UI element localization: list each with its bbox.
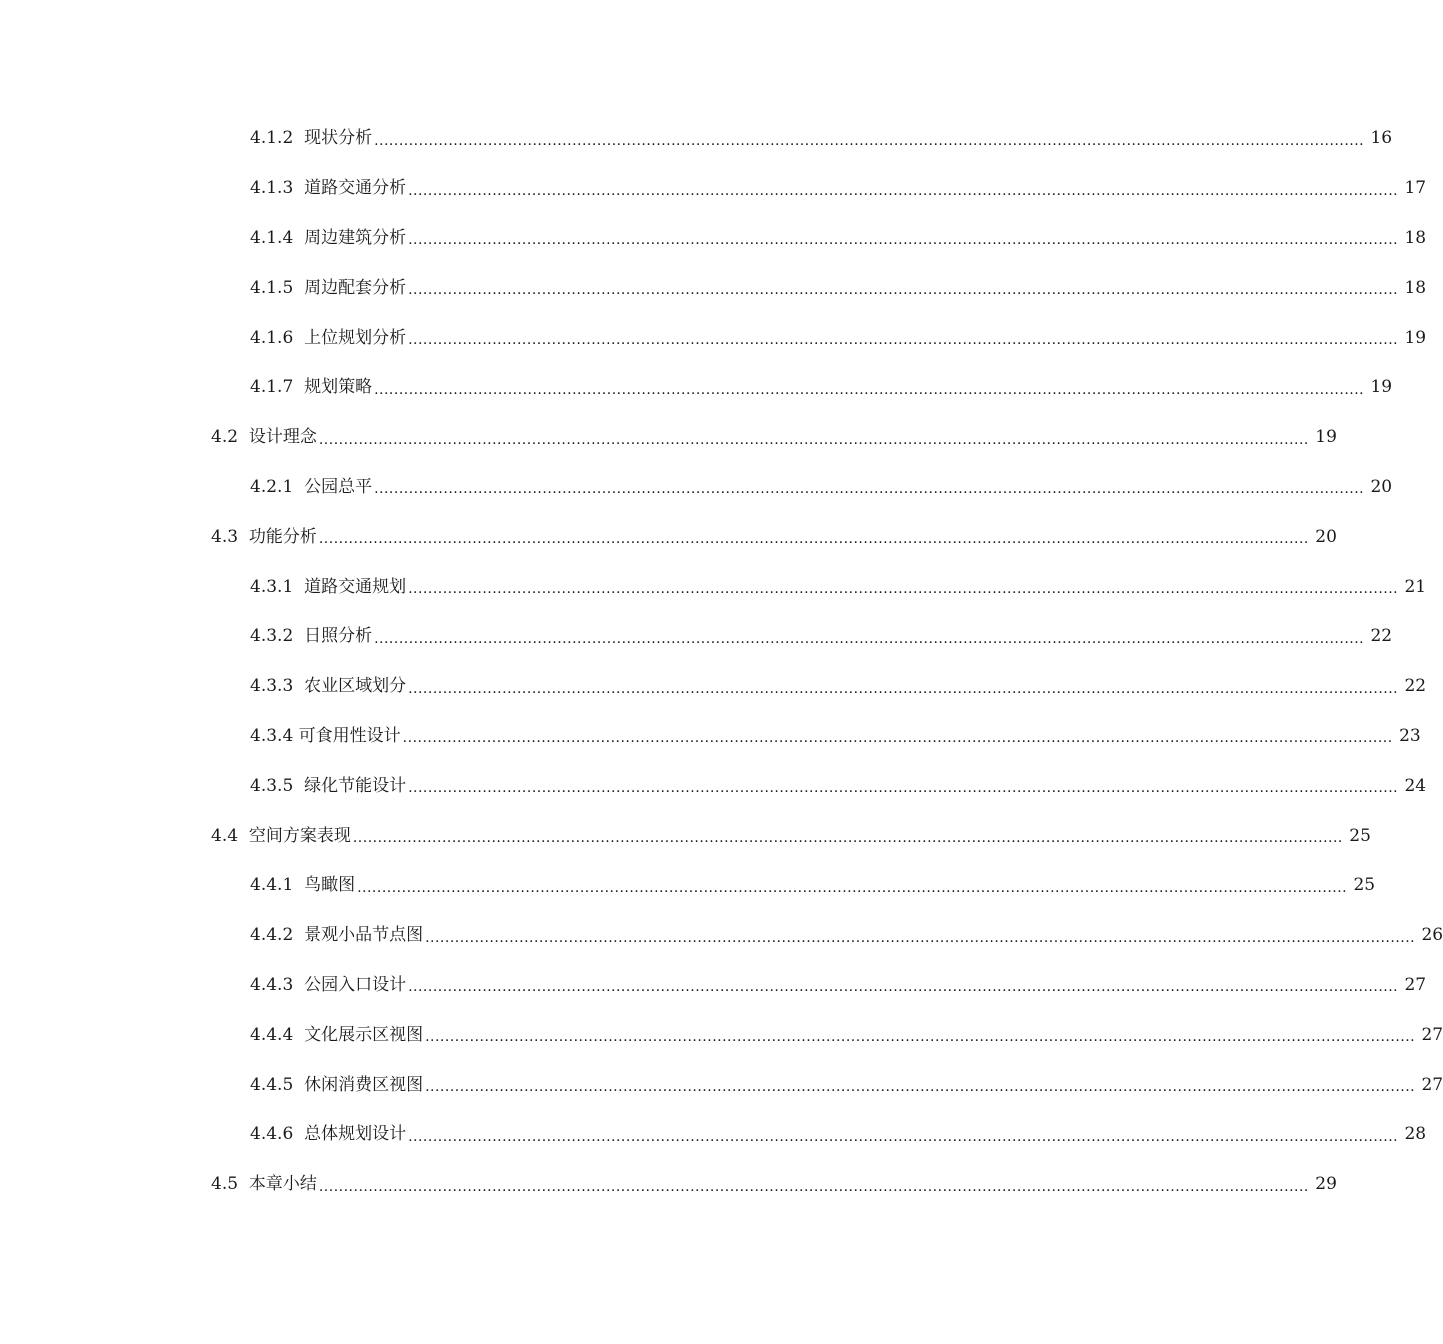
toc-page-number: 18 <box>1404 227 1427 248</box>
toc-entry[interactable] <box>0 512 1337 562</box>
toc-leader-dots: ........................................................................................................................................................................................................ <box>374 481 1365 498</box>
toc-entry-title: 4.4.3 公园入口设计 <box>250 974 407 995</box>
toc-leader-dots: ........................................................................................................................................................................................................ <box>318 1178 1309 1195</box>
toc-page-number: 27 <box>1421 1074 1443 1095</box>
toc-entry-title: 4.1.7 规划策略 <box>250 377 373 398</box>
toc-entry[interactable] <box>0 1160 1337 1210</box>
toc-entry-title: 4.3.5 绿化节能设计 <box>250 775 407 796</box>
toc-entry-title: 4.4.5 休闲消费区视图 <box>250 1074 424 1095</box>
toc-page-number: 20 <box>1370 476 1393 497</box>
toc-leader-dots: ........................................................................................................................................................................................................ <box>402 730 1393 747</box>
toc-entry-title: 4.1.3 道路交通分析 <box>250 178 407 199</box>
toc-entry-title: 4.3.1 道路交通规划 <box>250 576 407 597</box>
toc-entry-title: 4.2 设计理念 <box>211 427 317 448</box>
toc-page-number: 29 <box>1315 1174 1337 1195</box>
toc-entry-title: 4.3 功能分析 <box>211 526 317 547</box>
toc-page-number: 25 <box>1353 875 1376 896</box>
toc-entry[interactable] <box>0 1110 1427 1160</box>
toc-entry-title: 4.1.5 周边配套分析 <box>250 277 407 298</box>
toc-page-number: 16 <box>1370 128 1393 149</box>
toc-leader-dots: ........................................................................................................................................................................................................ <box>425 1079 1416 1096</box>
toc-entry[interactable] <box>0 164 1427 214</box>
toc-page-number: 22 <box>1404 676 1427 697</box>
toc-page-number: 28 <box>1404 1124 1427 1145</box>
toc-entry[interactable] <box>0 761 1427 811</box>
toc-entry[interactable] <box>0 214 1427 264</box>
toc-entry-title: 4.4.1 鸟瞰图 <box>250 875 356 896</box>
toc-leader-dots: ........................................................................................................................................................................................................ <box>357 879 1348 896</box>
toc-entry-title: 4.1.6 上位规划分析 <box>250 327 407 348</box>
toc-page-number: 22 <box>1370 626 1393 647</box>
toc-leader-dots: ........................................................................................................................................................................................................ <box>425 929 1416 946</box>
toc-entry[interactable] <box>0 363 1393 413</box>
toc-leader-dots: ........................................................................................................................................................................................................ <box>352 830 1343 847</box>
toc-entry-title: 4.1.4 周边建筑分析 <box>250 227 407 248</box>
toc-leader-dots: ........................................................................................................................................................................................................ <box>318 531 1309 548</box>
toc-page-number: 24 <box>1404 775 1427 796</box>
toc-entry[interactable] <box>0 811 1371 861</box>
toc-leader-dots: ........................................................................................................................................................................................................ <box>408 232 1399 249</box>
toc-entry[interactable] <box>0 1060 1443 1110</box>
toc-page-number: 20 <box>1315 526 1337 547</box>
toc-entry[interactable] <box>0 1010 1443 1060</box>
toc-leader-dots: ........................................................................................................................................................................................................ <box>408 332 1399 349</box>
toc-page-number: 19 <box>1315 427 1337 448</box>
toc-entry[interactable] <box>0 263 1427 313</box>
toc-entry[interactable] <box>0 463 1393 513</box>
toc-entry[interactable] <box>0 961 1427 1011</box>
toc-leader-dots: ........................................................................................................................................................................................................ <box>374 132 1365 149</box>
toc-leader-dots: ........................................................................................................................................................................................................ <box>318 431 1309 448</box>
toc-entry[interactable] <box>0 911 1443 961</box>
toc-entry[interactable] <box>0 861 1376 911</box>
toc-entry[interactable] <box>0 712 1421 762</box>
toc-page-number: 19 <box>1404 327 1427 348</box>
toc-page-number: 21 <box>1404 576 1427 597</box>
toc-leader-dots: ........................................................................................................................................................................................................ <box>408 182 1399 199</box>
toc-leader-dots: ........................................................................................................................................................................................................ <box>425 1029 1416 1046</box>
toc-entry-title: 4.4 空间方案表现 <box>211 825 351 846</box>
toc-page-number: 17 <box>1404 178 1427 199</box>
toc-page-number: 26 <box>1421 925 1443 946</box>
toc-entry[interactable] <box>0 562 1427 612</box>
toc-page-number: 18 <box>1404 277 1427 298</box>
toc-leader-dots: ........................................................................................................................................................................................................ <box>408 780 1399 797</box>
toc-entry-title: 4.4.4 文化展示区视图 <box>250 1024 424 1045</box>
toc-leader-dots: ........................................................................................................................................................................................................ <box>408 1128 1399 1145</box>
toc-entry[interactable] <box>0 413 1337 463</box>
toc-entry-title: 4.3.2 日照分析 <box>250 626 373 647</box>
toc-entry-title: 4.4.2 景观小品节点图 <box>250 925 424 946</box>
toc-entry-title: 4.2.1 公园总平 <box>250 476 373 497</box>
toc-page-number: 27 <box>1404 974 1427 995</box>
toc-entry-title: 4.1.2 现状分析 <box>250 128 373 149</box>
toc-leader-dots: ........................................................................................................................................................................................................ <box>374 630 1365 647</box>
toc-page-number: 19 <box>1370 377 1393 398</box>
toc-leader-dots: ........................................................................................................................................................................................................ <box>408 979 1399 996</box>
toc-entry[interactable] <box>0 612 1393 662</box>
toc-leader-dots: ........................................................................................................................................................................................................ <box>408 581 1399 598</box>
toc-entry[interactable] <box>0 114 1393 164</box>
toc-page-number: 25 <box>1349 825 1371 846</box>
table-of-contents <box>0 114 1443 1210</box>
toc-entry-title: 4.3.4 可食用性设计 <box>250 725 401 746</box>
toc-leader-dots: ........................................................................................................................................................................................................ <box>408 282 1399 299</box>
toc-page-number: 27 <box>1421 1024 1443 1045</box>
toc-entry[interactable] <box>0 662 1427 712</box>
toc-page-number: 23 <box>1399 725 1421 746</box>
toc-leader-dots: ........................................................................................................................................................................................................ <box>408 680 1399 697</box>
toc-entry[interactable] <box>0 313 1427 363</box>
toc-entry-title: 4.5 本章小结 <box>211 1174 317 1195</box>
toc-entry-title: 4.3.3 农业区域划分 <box>250 676 407 697</box>
toc-entry-title: 4.4.6 总体规划设计 <box>250 1124 407 1145</box>
toc-leader-dots: ........................................................................................................................................................................................................ <box>374 381 1365 398</box>
